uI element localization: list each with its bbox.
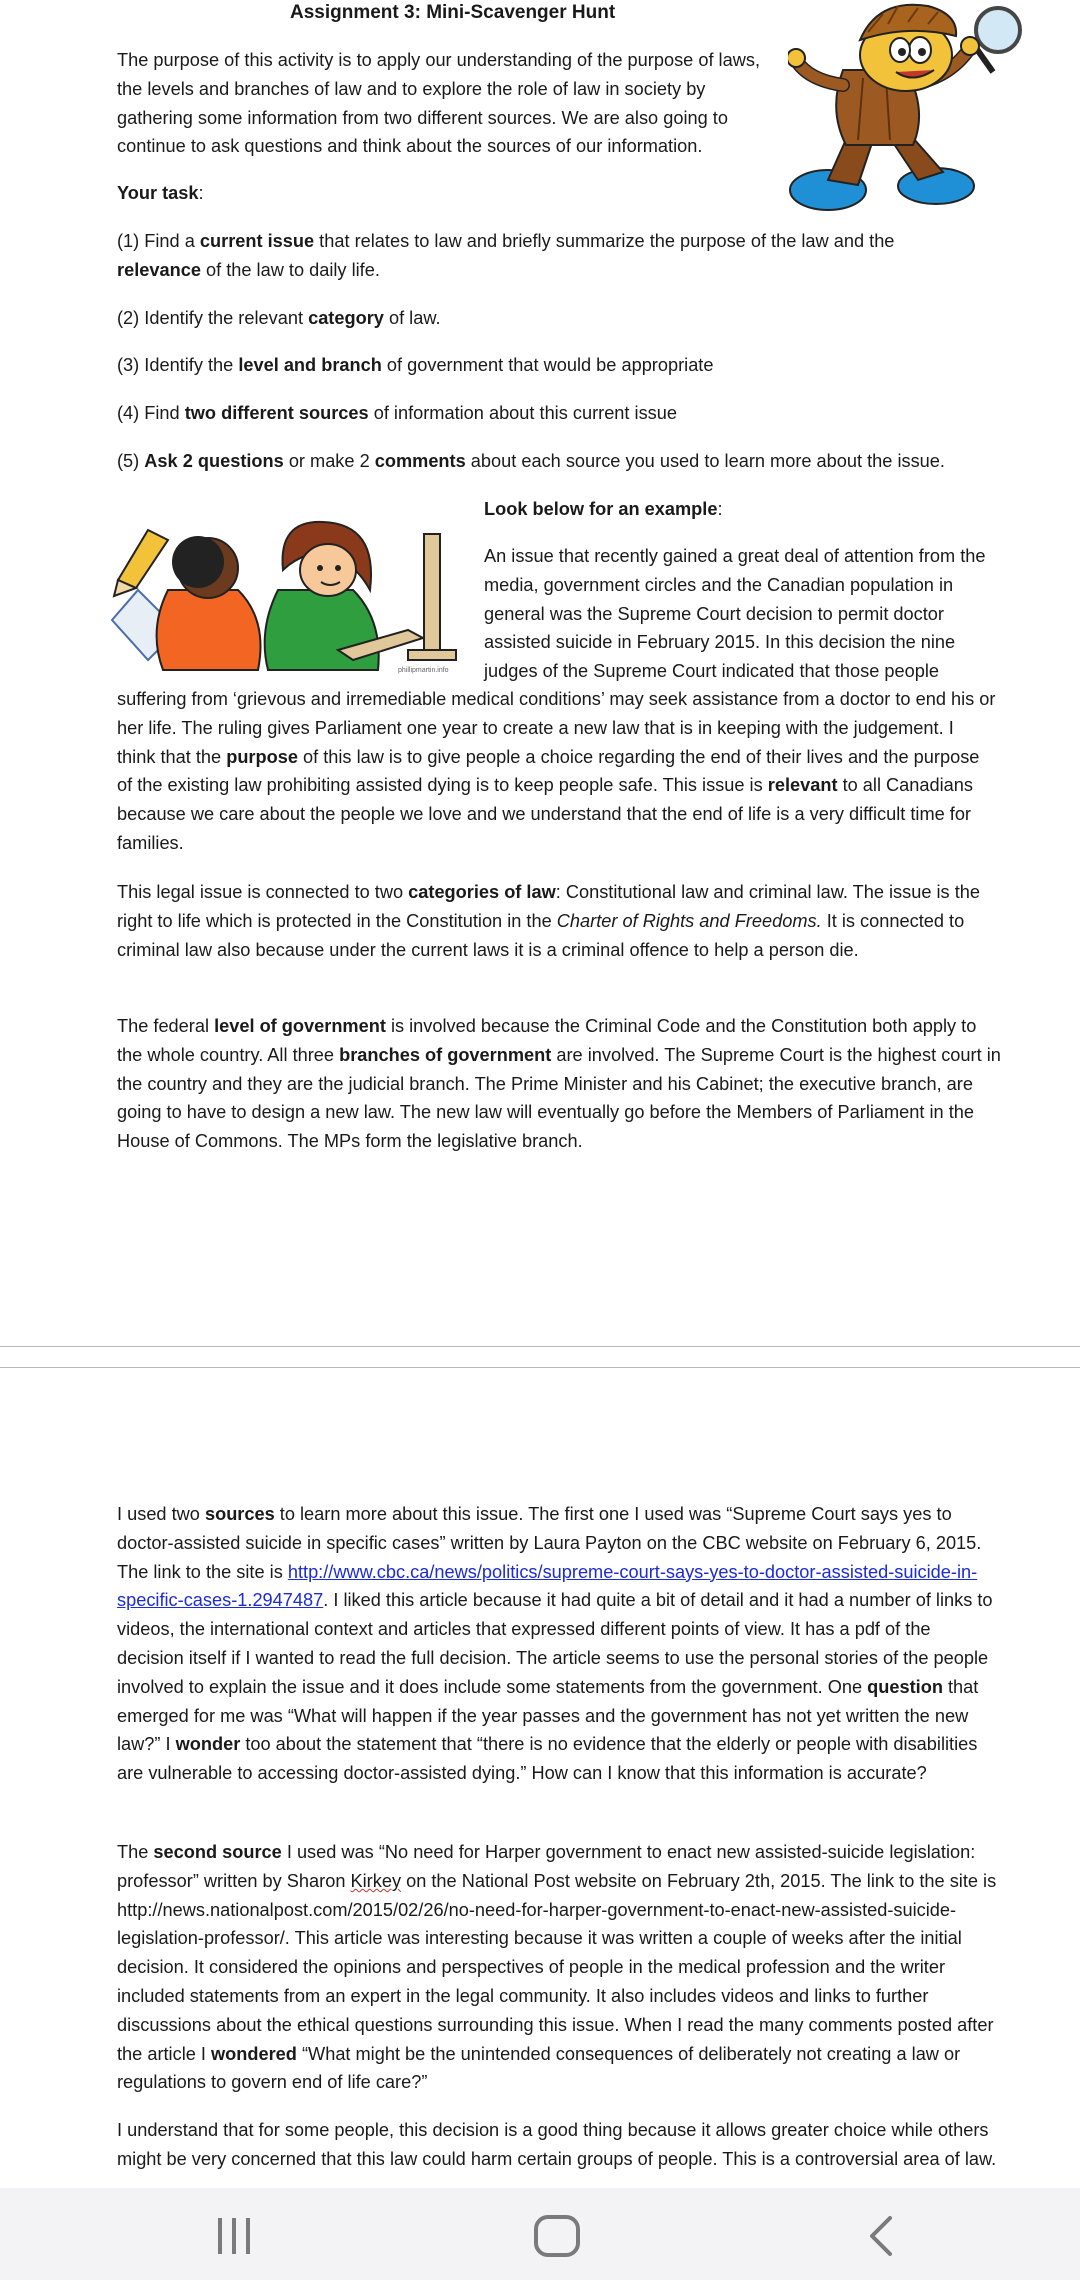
second-source-paragraph: The second source I used was “No need for Harper government to enact new assisted-suicide legislation: professor” written by Sharon Kirkey on the National Post website on February 2th, 2015. The link to the site is http://news.nationalpost.com/2015/02/26/no-need-for-harper-government-to-enact-new-assisted-suicide-legislation-professor/. This article was interesting because it was written a couple of weeks after the initial decision. It considered the opinions and perspectives of people in the medical profession and the writer included statements from an expert in the legal community. It also includes videos and links to further discussions about the ethical questions surrounding this issue. When I read the many comments posted after the article I wondered “What might be the unintended consequences of deliberately not creating a law or regulations to govern end of life care?” [117,1842,997,2093]
task-2: (2) Identify the relevant category of law. [117,308,441,328]
document-title: Assignment 3: Mini-Scavenger Hunt [290,2,616,23]
home-icon [532,2213,582,2259]
detective-clipart [788,0,1046,212]
sources-paragraph: I used two sources to learn more about this issue. The first one I used was “Supreme Court says yes to doctor-assisted suicide in specific cases” written by Laura Payton on the CBC website on February 6, 2015. The link to the site is http://www.cbc.ca/news/politics/supreme-court-says-yes-to-doctor-assisted-suicide-in-specific-cases-1.2947487. I liked this article because it had quite a bit of detail and it had a number of links to videos, the international context and articles that expressed different points of view. It has a pdf of the decision itself if I wanted to read the full decision. The article seems to use the personal stories of the people involved to explain the issue and it does include some statements from the government. One question that emerged for me was “What will happen if the year passes and the government has not yet written the new law?” I wonder too about the statement that “there is no evidence that the elderly or people with disabilities are vulnerable to accessing doctor-assisted dying.” How can I know that this information is accurate? [117,1504,993,1784]
example-rest-paragraph: suffering from ‘grievous and irremediable medical conditions’ may seek assistance from a doctor to end his or her life. The ruling gives Parliament one year to create a new law that is in keeping with the judgement. I think that the purpose of this law is to give people a choice regarding the end of their lives and the purpose of the existing law prohibiting assisted dying is to keep people safe. This issue is relevant to all Canadians because we care about the people we love and we understand that the end of life is a very difficult time for families. [117,689,996,853]
recents-icon [212,2216,256,2256]
task-heading-line: Your task: [117,183,204,203]
clipart-credit: phillipmartin.info [398,667,449,674]
cbc-article-link[interactable]: http://www.cbc.ca/news/politics/supreme-court-says-yes-to-doctor-assisted-suicide-in-specific-cases-1.2947487 [117,1561,978,1611]
page-break-top [0,1346,1080,1347]
intro-paragraph: The purpose of this activity is to apply our understanding of the purpose of laws, the levels and branches of law and to explore the role of law in society by gathering some information from two different sources. We are also going to continue to ask questions and think about the sources of our information. [117,50,760,157]
example-heading-line: Look below for an example: [484,499,723,519]
task-1: (1) Find a current issue that relates to law and briefly summarize the purpose of the law and the relevance of the law to daily life. [117,231,895,280]
final-paragraph: I understand that for some people, this decision is a good thing because it allows greater choice while others might be very concerned that this law could harm certain groups of people. This is a controversial area of law. [117,2120,997,2169]
categories-paragraph: This legal issue is connected to two categories of law: Constitutional law and criminal law. The issue is the right to life which is protected in the Constitution in the Charter of Rights and Freedoms. It is connected to criminal law also because under the current laws it is a criminal offence to help a person die. [117,882,980,960]
system-navigation-bar [0,2188,1080,2280]
back-button[interactable] [846,2208,916,2264]
recents-button[interactable] [199,2208,269,2264]
task-4: (4) Find two different sources of information about this current issue [117,403,677,423]
task-heading: Your task [117,183,199,203]
task-3: (3) Identify the level and branch of government that would be appropriate [117,355,714,375]
example-heading: Look below for an example [484,499,718,519]
home-button[interactable] [522,2208,592,2264]
students-computer-clipart [108,510,464,676]
back-icon [864,2214,898,2258]
document-page-2 [0,1368,1080,2188]
example-top-paragraph: An issue that recently gained a great deal of attention from the media, government circles and the Canadian population in general was the Supreme Court decision to permit doctor assisted suicide in February 2015. In this decision the nine judges of the Supreme Court indicated that those people [484,546,986,682]
levels-paragraph: The federal level of government is involved because the Criminal Code and the Constitution both apply to the whole country. All three branches of government are involved. The Supreme Court is the highest court in the country and they are the judicial branch. The Prime Minister and his Cabinet; the executive branch, are going to have to design a new law. The new law will eventually go before the Members of Parliament in the House of Commons. The MPs form the legislative branch. [117,1016,1001,1152]
task-5: (5) Ask 2 questions or make 2 comments about each source you used to learn more about the issue. [117,451,945,471]
